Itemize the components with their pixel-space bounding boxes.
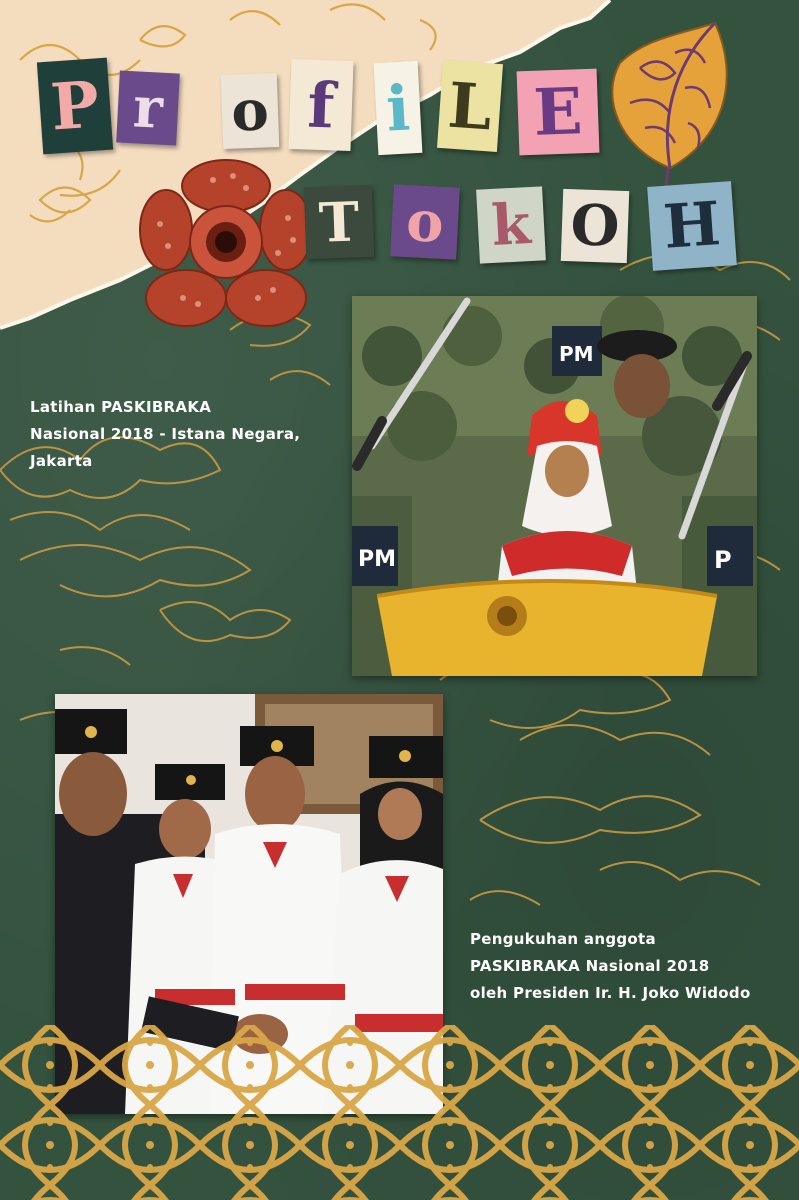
gunungan-leaf-icon — [600, 18, 735, 188]
pm-badge-left: PM — [358, 547, 397, 572]
title-letter-t: T — [304, 185, 374, 259]
title-letter-f: f — [288, 59, 353, 151]
caption-training — [30, 394, 300, 475]
title-letter-l: L — [437, 60, 503, 152]
rafflesia-flower-icon — [138, 158, 314, 330]
title-letter-e: E — [517, 69, 600, 156]
title-letter-k: k — [476, 186, 546, 263]
training-photo-illustration — [352, 296, 757, 676]
title-letter-r: r — [116, 70, 180, 145]
caption-training-line-1: Latihan PASKIBRAKA — [30, 398, 212, 416]
title-letter-p: P — [37, 58, 113, 155]
title-letter-o: o — [221, 73, 280, 149]
caption-inauguration-line-2: PASKIBRAKA Nasional 2018 — [470, 957, 710, 975]
caption-training-line-3: Jakarta — [30, 452, 93, 470]
title-letter-h: H — [647, 181, 737, 271]
caption-training-line-2: Nasional 2018 - Istana Negara, — [30, 425, 301, 443]
caption-inauguration-line-3: oleh Presiden Ir. H. Joko Widodo — [470, 984, 751, 1002]
title-letter-i: i — [374, 61, 423, 155]
photo-paskibraka-training — [352, 296, 757, 676]
batik-kawung-band — [0, 1025, 799, 1200]
title-letter-o3: O — [561, 189, 629, 263]
pm-badge-back: PM — [559, 342, 594, 366]
pm-badge-right: P — [714, 546, 732, 574]
title-letter-o2: o — [390, 184, 460, 259]
caption-inauguration-line-1: Pengukuhan anggota — [470, 930, 656, 948]
caption-inauguration — [470, 926, 751, 1007]
